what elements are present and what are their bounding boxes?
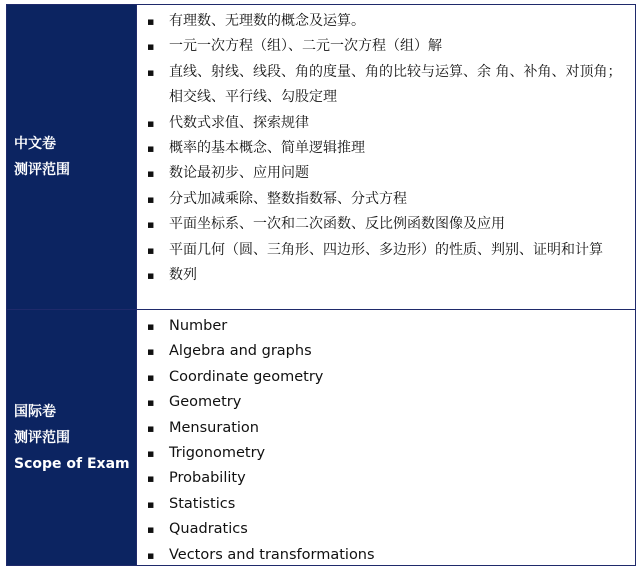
list-item: ▪ 代数式求值、探索规律 [147, 111, 627, 136]
list-item: ▪ Number [147, 314, 627, 339]
international-paper-topics [137, 310, 635, 565]
list-item: ▪ 概率的基本概念、简单逻辑推理 [147, 136, 627, 161]
list-item: ▪ 直线、射线、线段、角的度量、角的比较与运算、余 角、补角、对顶角；相交线、平行线、勾股定理 [147, 60, 627, 111]
row-label-line: 测评范围 [14, 429, 70, 446]
list-item: ▪ Vectors and transformations [147, 543, 627, 568]
list-item: ▪ Probability [147, 466, 627, 491]
topic-list [147, 314, 627, 568]
international-paper-label [7, 310, 137, 565]
list-item: ▪ Statistics [147, 492, 627, 517]
list-item: ▪ Geometry [147, 390, 627, 415]
topic-list [147, 9, 627, 288]
list-item: ▪ 平面几何（圆、三角形、四边形、多边形）的性质、判别、证明和计算 [147, 238, 627, 263]
list-item: ▪ 分式加减乘除、整数指数幂、分式方程 [147, 187, 627, 212]
list-item: ▪ 有理数、无理数的概念及运算。 [147, 9, 627, 34]
list-item: ▪ 平面坐标系、一次和二次函数、反比例函数图像及应用 [147, 212, 627, 237]
chinese-paper-topics [137, 5, 635, 309]
list-item: ▪ Coordinate geometry [147, 365, 627, 390]
row-label-line: 中文卷 [14, 136, 56, 152]
list-item: ▪ Quadratics [147, 517, 627, 542]
list-item: ▪ Trigonometry [147, 441, 627, 466]
chinese-paper-row [7, 4, 635, 309]
row-label-line: Scope of Exam [14, 455, 130, 472]
chinese-paper-label [7, 5, 137, 309]
row-label-line: 测评范围 [14, 162, 70, 178]
row-label-line: 国际卷 [14, 403, 56, 420]
list-item: ▪ 一元一次方程（组）、二元一次方程（组）解 [147, 34, 627, 59]
list-item: ▪ Algebra and graphs [147, 339, 627, 364]
list-item: ▪ 数论最初步、应用问题 [147, 161, 627, 186]
list-item: ▪ 数列 [147, 263, 627, 288]
international-paper-row [7, 309, 635, 565]
list-item: ▪ Mensuration [147, 416, 627, 441]
exam-scope-table [6, 4, 636, 566]
